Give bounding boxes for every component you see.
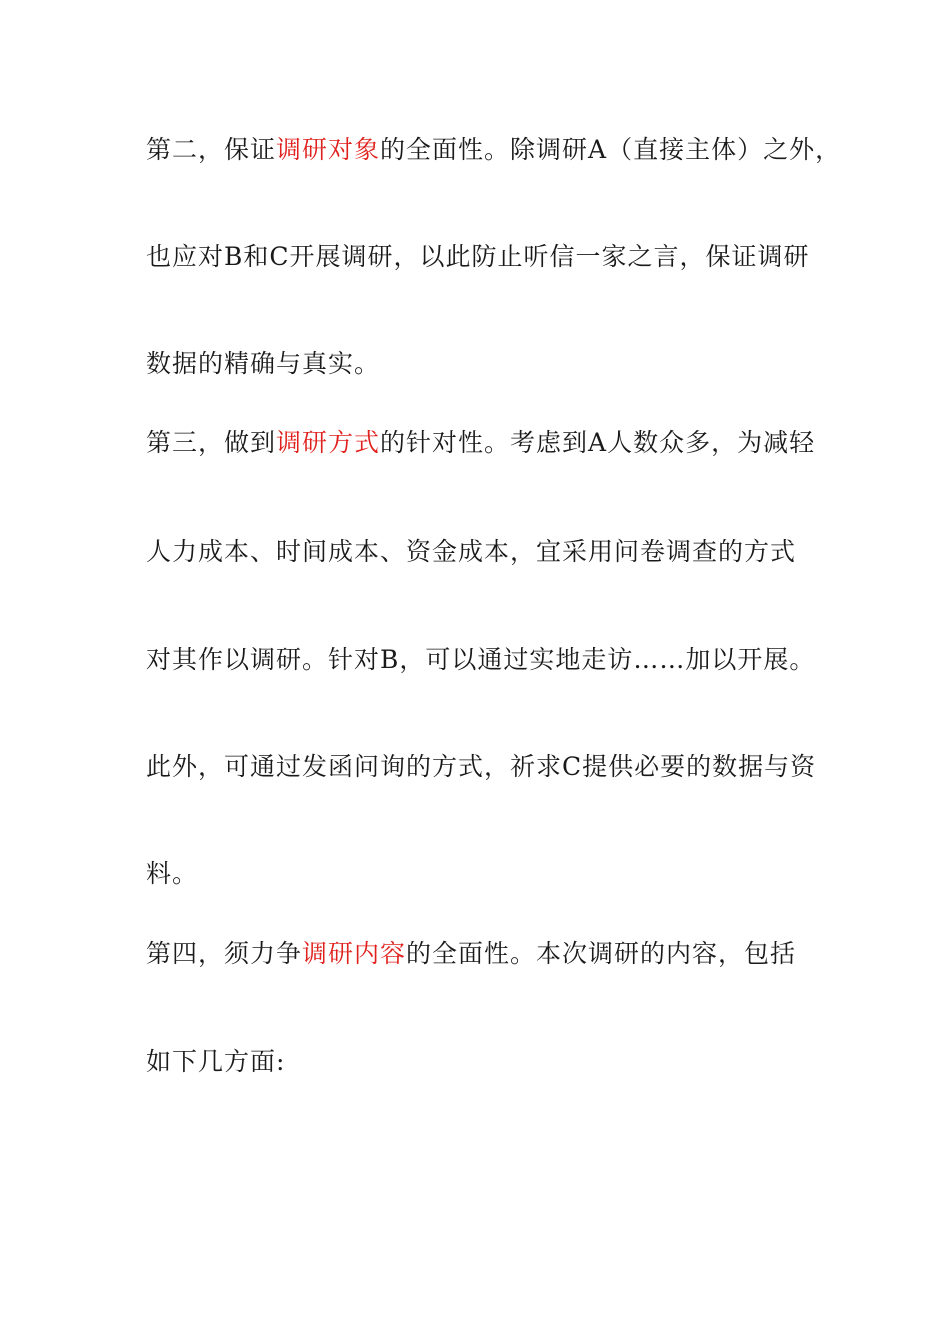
para4-line2: 如下几方面:: [146, 1047, 286, 1076]
para2-lead: 第二，保证: [146, 135, 277, 164]
para2-line3: 数据的精确与真实。: [146, 349, 381, 378]
para2-line2: 也应对B和C开展调研，以此防止听信一家之言，保证调研: [146, 242, 810, 271]
para4-line1: [146, 937, 796, 971]
para3-line1: [146, 426, 815, 460]
para4-lead: 第四，须力争: [146, 939, 303, 968]
para2-rest: 的全面性。除调研A（直接主体）之外，: [380, 135, 842, 164]
para3-line5: 料。: [146, 859, 199, 888]
para3-line2: 人力成本、时间成本、资金成本，宜采用问卷调查的方式: [146, 537, 797, 566]
para4-rest: 的全面性。本次调研的内容，包括: [406, 939, 797, 968]
para3-highlight: 调研方式: [276, 428, 381, 457]
para3-rest: 的针对性。考虑到A人数众多，为减轻: [380, 428, 816, 457]
para3-line3: 对其作以调研。针对B，可以通过实地走访……加以开展。: [146, 645, 816, 674]
para2-highlight: 调研对象: [276, 135, 381, 164]
para4-highlight: 调研内容: [302, 939, 407, 968]
para2-line1: [146, 133, 841, 167]
para3-lead: 第三，做到: [146, 428, 277, 457]
para3-line4: 此外，可通过发函问询的方式，祈求C提供必要的数据与资: [146, 752, 817, 781]
